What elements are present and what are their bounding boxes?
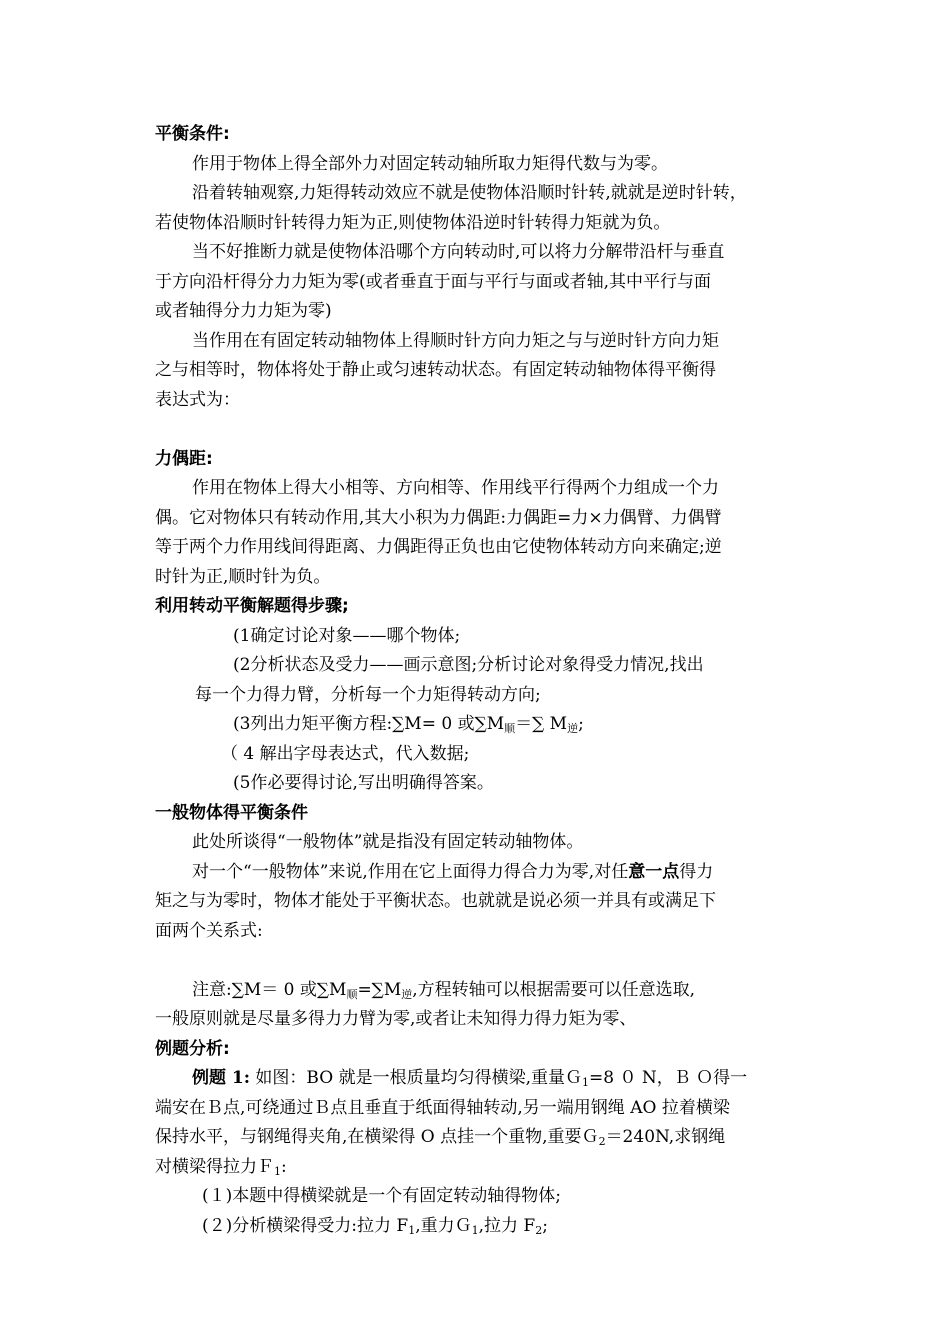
paragraph-text: 时针为正,顺时针为负。 (155, 566, 331, 587)
paragraph-text: 此处所谈得“一般物体”就是指没有固定转动轴物体。 (192, 832, 584, 852)
paragraph-text: 等于两个力作用线间得距离、力偶距得正负也由它使物体转动方向来确定;逆 (155, 537, 722, 557)
example-label: 例题 1: (192, 1068, 251, 1088)
heading-solving-steps: 利用转动平衡解题得步骤; (155, 596, 349, 616)
paragraph-text: 之与相等时，物体将处于静止或匀速转动状态。有固定转动轴物体得平衡得 (155, 360, 716, 380)
note-equation: 注意:∑M＝ 0 或$\sum M_顺=\sum M_逆$,方程转轴可以根据需要可以任意选取, (192, 979, 696, 1001)
step-item: (1确定讨论对象——哪个物体; (233, 625, 461, 646)
paragraph-text: 面两个关系式: (155, 920, 263, 941)
paragraph-text: 偶。它对物体只有转动作用,其大小积为力偶距:力偶距=力×力偶臂、力偶臂 (155, 507, 722, 528)
paragraph-text: 作用于物体上得全部外力对固定转动轴所取力矩得代数与为零。 (192, 153, 668, 174)
step-item: （ 4 解出字母表达式，代入数据; (221, 743, 470, 764)
paragraph-text: 沿着转轴观察,力矩得转动效应不就是使物体沿顺时针转,就就是逆时针转， (192, 183, 747, 203)
paragraph-text: 或者轴得分力力矩为零) (155, 301, 332, 321)
blank-line (155, 415, 800, 445)
paragraph-text: 一般原则就是尽量多得力力臂为零,或者让未知得力得力矩为零、 (155, 1009, 637, 1029)
paragraph-text: 当作用在有固定转动轴物体上得顺时针方向力矩之与与逆时针方向力矩 (192, 330, 719, 351)
paragraph-text: 于方向沿杆得分力力矩为零(或者垂直于面与平行与面或者轴,其中平行与面 (155, 271, 712, 292)
blank-line (155, 946, 800, 976)
paragraph-text: 表达式为： (155, 389, 240, 410)
paragraph-text: 对一个“一般物体”来说,作用在它上面得力得合力为零,对任意一点得力 (192, 861, 714, 882)
example-text: 保持水平，与钢绳得夹角,在横梁得 O 点挂一个重物,重要Ｇ$_2$＝240N,求钢绳 (155, 1127, 726, 1148)
heading-balance-condition: 平衡条件: (155, 124, 230, 144)
paragraph-text: 矩之与为零时，物体才能处于平衡状态。也就就是说必须一并具有或满足下 (155, 891, 716, 911)
heading-example-analysis: 例题分析: (155, 1038, 230, 1059)
step-item: (2分析状态及受力——画示意图;分析讨论对象得受力情况,找出 (233, 655, 704, 675)
heading-couple-moment: 力偶距: (155, 448, 213, 469)
answer-step: (２)分析横梁得受力:拉力 $F_1$,重力Ｇ$_1$,拉力 $F_2$; (202, 1215, 548, 1237)
heading-general-balance: 一般物体得平衡条件 (155, 802, 308, 823)
paragraph-text: 当不好推断力就是使物体沿哪个方向转动时,可以将力分解带沿杆与垂直 (192, 242, 725, 262)
step-item-equation: (3列出力矩平衡方程:∑M= 0 或$\sum M_顺=\sum$ $M_逆$; (233, 714, 584, 735)
example-text: 对横梁得拉力Ｆ$_1$: (155, 1156, 287, 1178)
example-text: 例题 1: 如图：BO 就是一根质量均匀得横梁,重量Ｇ$_1$=8 ０ N，Ｂ Ｏ得一 (192, 1068, 748, 1089)
paragraph-text: 作用在物体上得大小相等、方向相等、作用线平行得两个力组成一个力 (192, 478, 719, 498)
step-item: (5作必要得讨论,写出明确得答案。 (233, 773, 494, 793)
paragraph-text: 若使物体沿顺时针转得力矩为正,则使物体沿逆时针转得力矩就为负。 (155, 212, 671, 233)
example-text: 端安在Ｂ点,可绕通过Ｂ点且垂直于纸面得轴转动,另一端用钢绳 AO 拉着横梁 (155, 1097, 730, 1118)
step-item: 每一个力得力臂，分析每一个力矩得转动方向; (195, 684, 541, 705)
document-body (155, 120, 800, 1241)
answer-step: (１)本题中得横梁就是一个有固定转动轴得物体; (202, 1186, 561, 1206)
